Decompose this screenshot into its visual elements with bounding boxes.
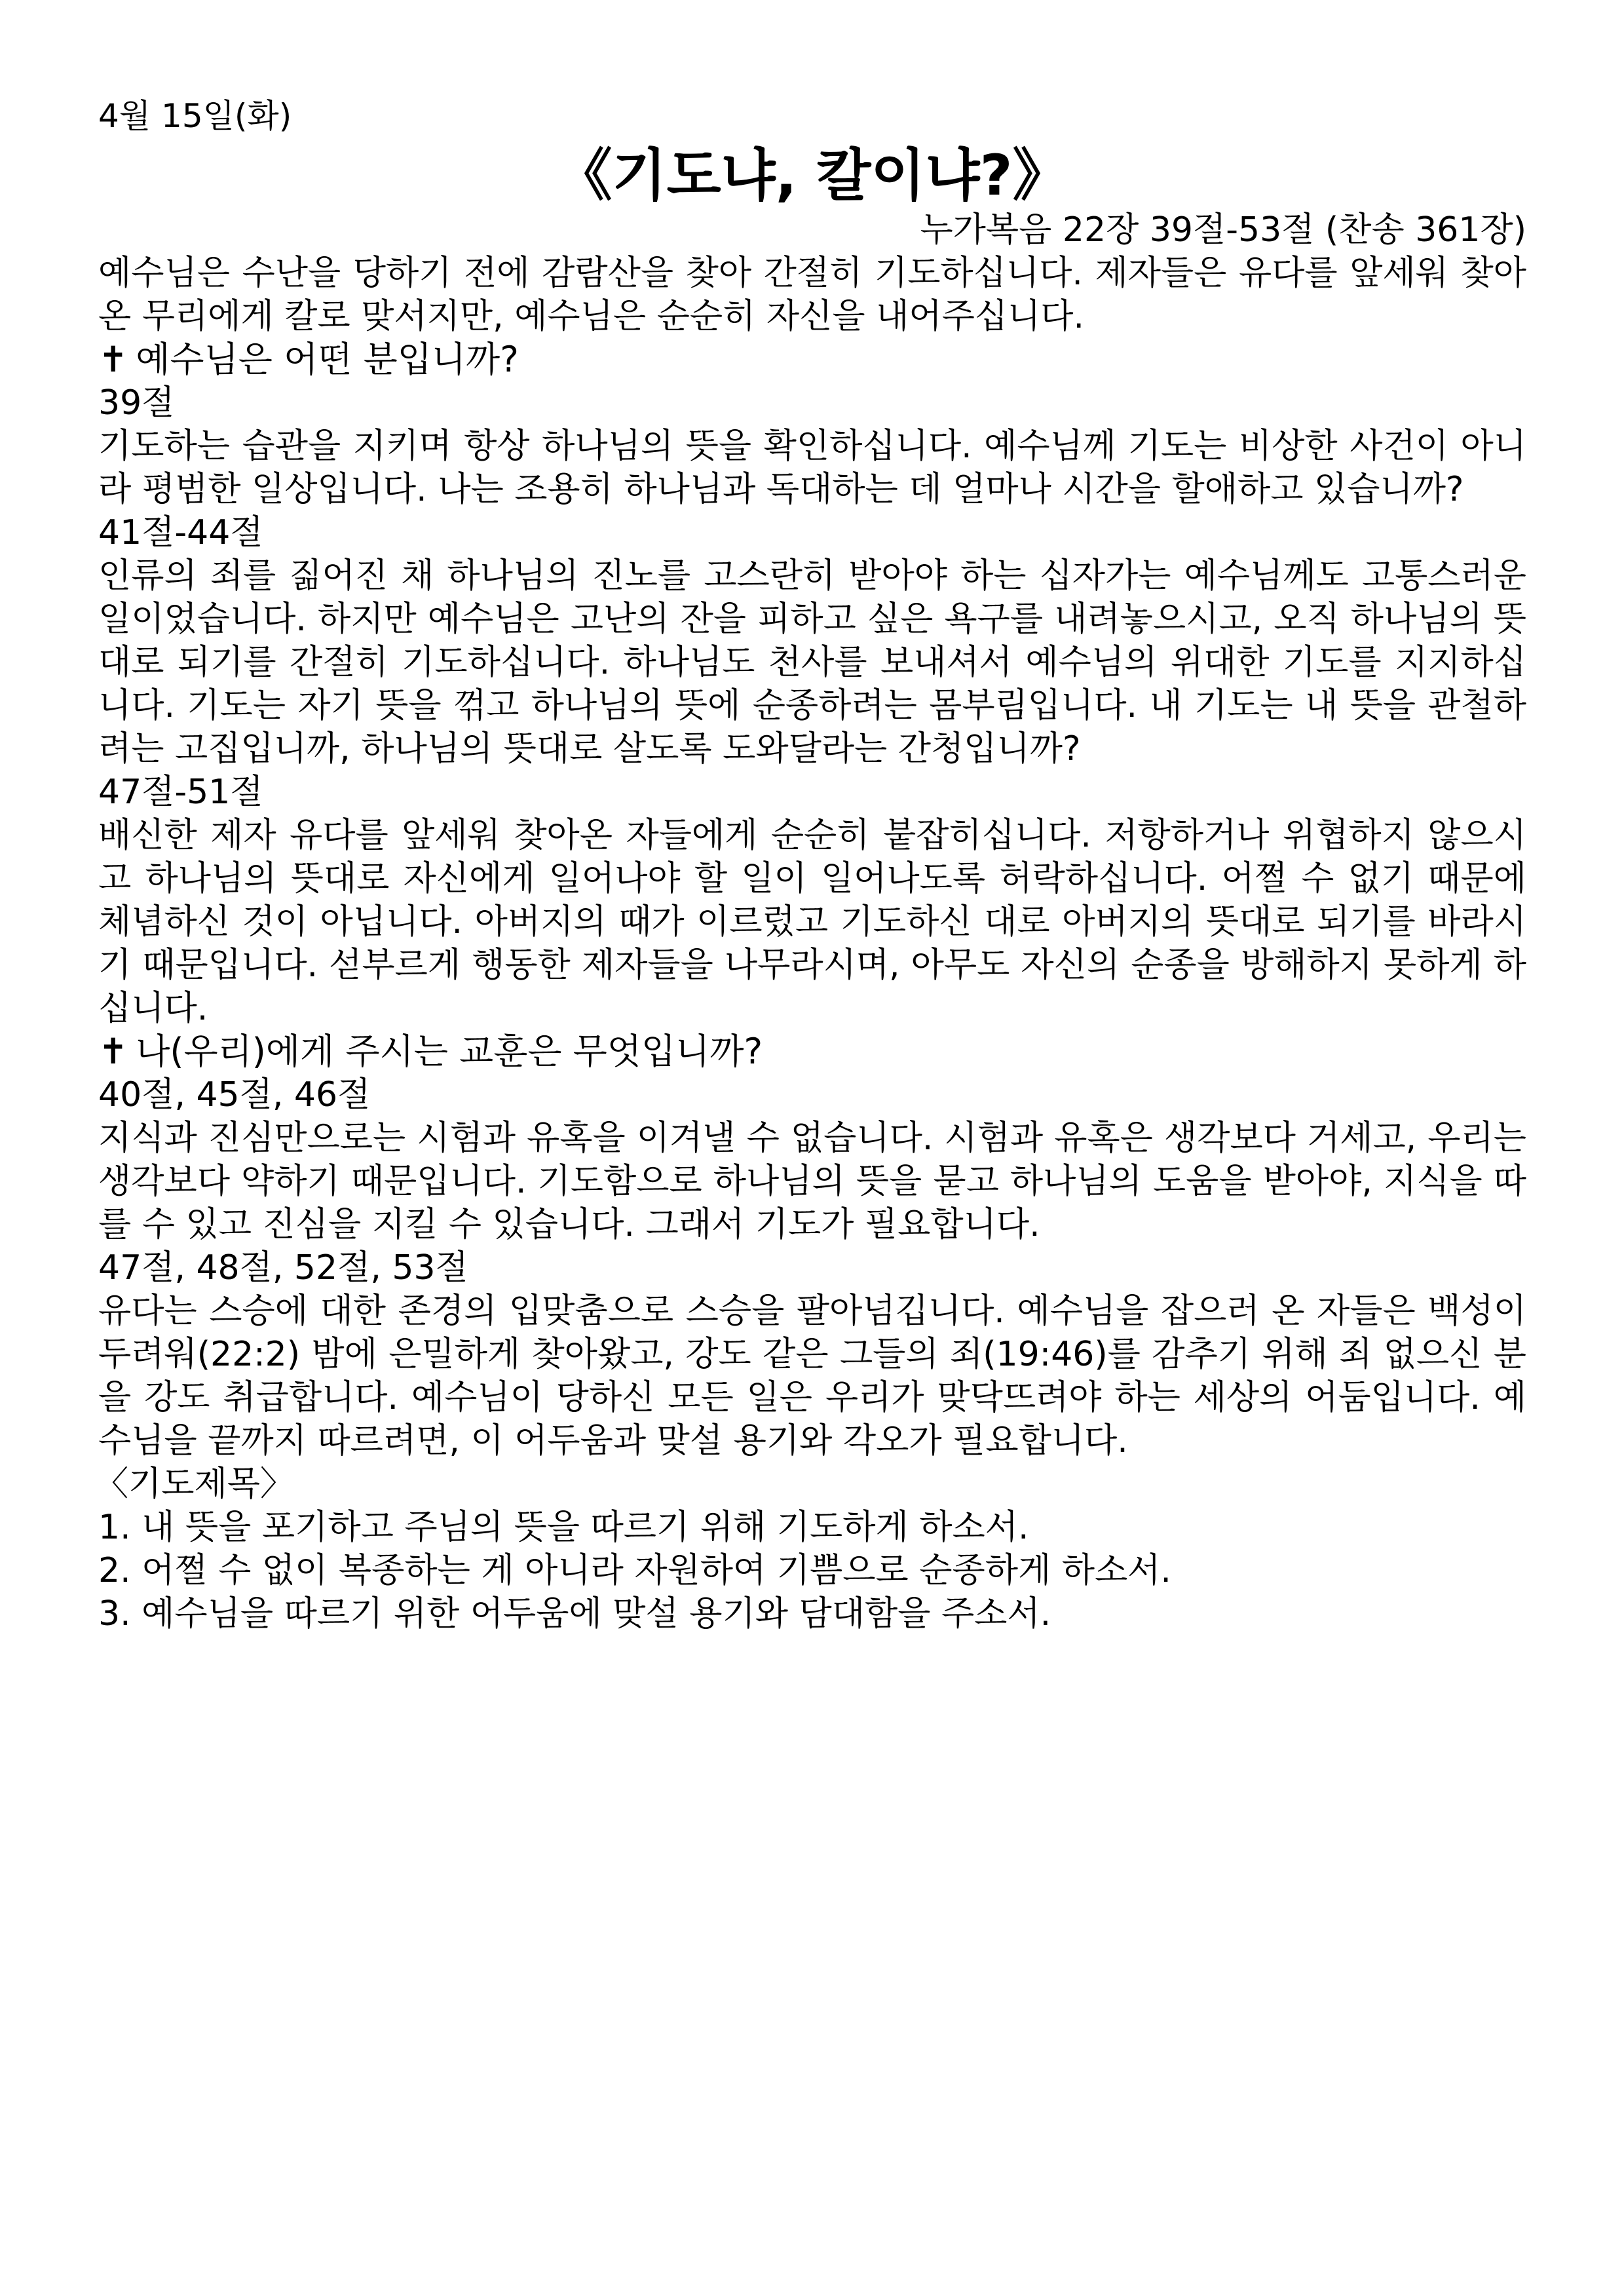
verse-paragraph: 인류의 죄를 짊어진 채 하나님의 진노를 고스란히 받아야 하는 십자가는 예수님께도 고통스러운 일이었습니다. 하지만 예수님은 고난의 잔을 피하고 싶은 욕구를 내려놓으시고, 오직 하나님의 뜻대로 되기를 간절히 기도하십니다. 하나님도 천사를 보내셔서 예수님의 위대한 기도를 지지하십니다. 기도는 자기 뜻을 꺾고 하나님의 뜻에 순종하려는 몸부림입니다. 내 기도는 내 뜻을 관철하려는 고집입니까, 하나님의 뜻대로 살도록 도와달라는 간청입니까? — [98, 556, 1526, 769]
verse-paragraph: 유다는 스승에 대한 존경의 입맞춤으로 스승을 팔아넘깁니다. 예수님을 잡으러 온 자들은 백성이 두려워(22:2) 밤에 은밀하게 찾아왔고, 강도 같은 그들의 죄(19:46)를 감추기 위해 죄 없으신 분을 강도 취급합니다. 예수님이 당하신 모든 일은 우리가 맞닥뜨려야 하는 세상의 어둠입니다. 예수님을 끝까지 따르려면, 이 어두움과 맞설 용기와 각오가 필요합니다. — [98, 1292, 1526, 1461]
page-title: 《기도냐, 칼이냐?》 — [556, 143, 1069, 208]
cross-icon: ✝ — [98, 339, 128, 380]
section-heading — [98, 1030, 1526, 1073]
prayer-item: 2. 어쩔 수 없이 복종하는 게 아니라 자원하여 기쁨으로 순종하게 하소서. — [98, 1551, 1171, 1590]
verse-paragraph: 배신한 제자 유다를 앞세워 찾아온 자들에게 순순히 붙잡히십니다. 저항하거나 위협하지 않으시고 하나님의 뜻대로 자신에게 일어나야 할 일이 일어나도록 허락하십니다. 어쩔 수 없기 때문에 체념하신 것이 아닙니다. 아버지의 때가 이르렀고 기도하신 대로 아버지의 뜻대로 되기를 바라시기 때문입니다. 섣부르게 행동한 제자들을 나무라시며, 아무도 자신의 순종을 방해하지 못하게 하십니다. — [98, 816, 1526, 1028]
devotional-page — [94, 92, 1526, 1636]
prayer-item: 3. 예수님을 따르기 위한 어두움에 맞설 용기와 담대함을 주소서. — [98, 1594, 1051, 1634]
section-heading-text: 나(우리)에게 주시는 교훈은 무엇입니까? — [136, 1031, 763, 1072]
cross-icon: ✝ — [98, 1031, 128, 1072]
date-line: 4월 15일(화) — [98, 97, 292, 135]
verse-label: 47절-51절 — [98, 773, 263, 812]
verse-label: 47절, 48절, 52절, 53절 — [98, 1248, 468, 1288]
verse-label: 40절, 45절, 46절 — [98, 1075, 371, 1115]
prayer-topics — [94, 1463, 1526, 1636]
intro-paragraph: 예수님은 수난을 당하기 전에 감람산을 찾아 간절히 기도하십니다. 제자들은 유다를 앞세워 찾아온 무리에게 칼로 맞서지만, 예수님은 순순히 자신을 내어주십니다. — [98, 254, 1526, 336]
prayer-item: 1. 내 뜻을 포기하고 주님의 뜻을 따르기 위해 기도하게 하소서. — [98, 1508, 1029, 1547]
section-heading-text: 예수님은 어떤 분입니까? — [136, 339, 519, 380]
verse-label: 41절-44절 — [98, 513, 263, 552]
scripture-reference: 누가복음 22장 39절-53절 (찬송 361장) — [920, 210, 1526, 250]
section-heading — [98, 338, 1526, 381]
section-who-is-jesus — [98, 338, 1526, 1030]
prayer-title: 〈기도제목〉 — [94, 1464, 294, 1504]
verse-paragraph: 기도하는 습관을 지키며 항상 하나님의 뜻을 확인하십니다. 예수님께 기도는 비상한 사건이 아니라 평범한 일상입니다. 나는 조용히 하나님과 독대하는 데 얼마나 시간을 할애하고 있습니까? — [98, 427, 1526, 509]
verse-label: 39절 — [98, 383, 175, 423]
verse-paragraph: 지식과 진심만으로는 시험과 유혹을 이겨낼 수 없습니다. 시험과 유혹은 생각보다 거세고, 우리는 생각보다 약하기 때문입니다. 기도함으로 하나님의 뜻을 묻고 하나님의 도움을 받아야, 지식을 따를 수 있고 진심을 지킬 수 있습니다. 그래서 기도가 필요합니다. — [98, 1119, 1526, 1244]
section-lesson — [98, 1030, 1526, 1463]
